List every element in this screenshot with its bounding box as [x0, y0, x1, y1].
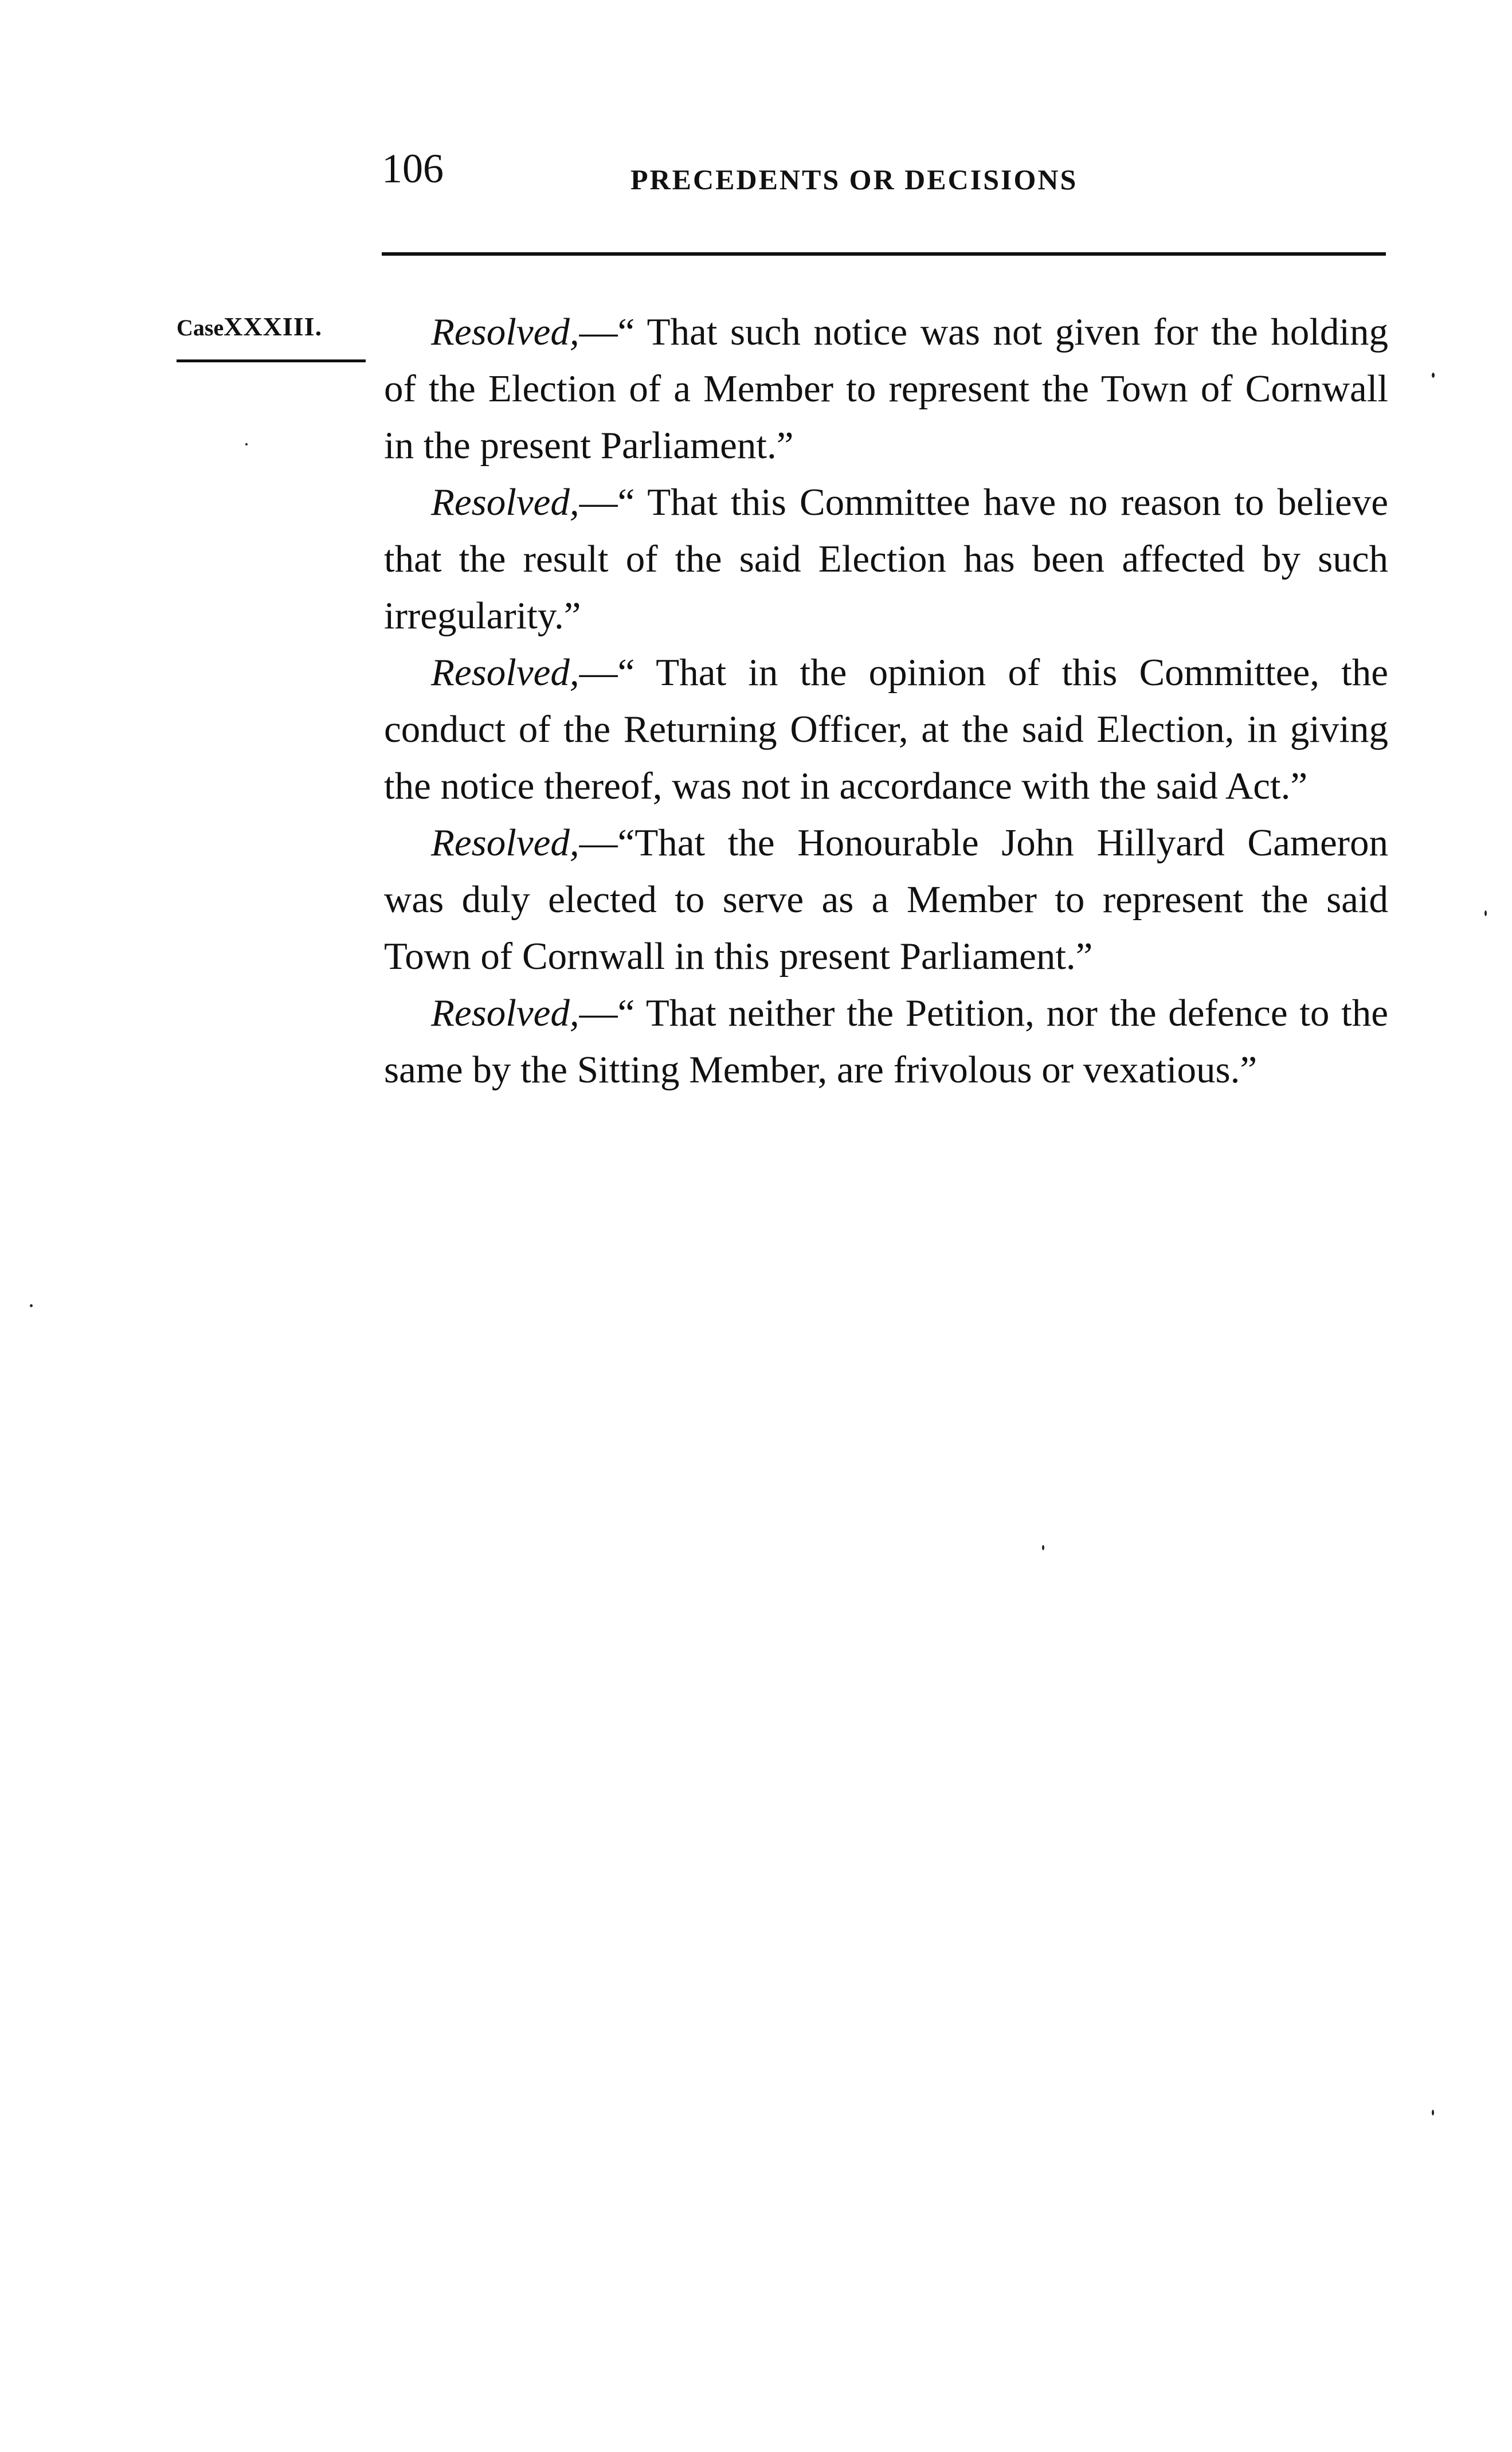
- resolution-paragraph: [384, 304, 1388, 474]
- case-rule: [177, 359, 366, 362]
- resolved-lead: Resolved,: [431, 651, 579, 694]
- resolution-text: —“ That such notice was not given for the holding of the Election of a Member to represent the Town of Cornwall in the present Parliament.”: [384, 311, 1388, 467]
- paper-speck: [1042, 1545, 1044, 1550]
- paper-speck: [1484, 910, 1487, 916]
- resolution-paragraph: [384, 815, 1388, 985]
- resolved-lead: Resolved,: [431, 992, 579, 1034]
- paper-speck: [1432, 373, 1435, 378]
- page-number: 106: [382, 146, 444, 191]
- paper-speck: [1432, 2110, 1434, 2115]
- running-head: PRECEDENTS OR DECISIONS: [630, 163, 1078, 195]
- paper-speck: [245, 443, 248, 445]
- case-prefix: Case: [177, 315, 224, 341]
- resolution-text: —“ That in the opinion of this Committee, the conduct of the Returning Officer, at the said Election, in giving the notice thereof, was not in accordance with the said Act.”: [384, 651, 1388, 807]
- resolution-text: —“That the Honourable John Hillyard Cameron was duly elected to serve as a Member to represent the said Town of Cornwall in this present Parliament.”: [384, 822, 1388, 977]
- resolution-paragraph: [384, 985, 1388, 1098]
- resolved-lead: Resolved,: [431, 822, 579, 864]
- resolution-text: —“ That neither the Petition, nor the defence to the same by the Sitting Member, are frivolous or vexatious.”: [384, 992, 1388, 1091]
- resolved-lead: Resolved,: [431, 481, 579, 523]
- case-number: XXXIII.: [224, 312, 323, 341]
- paper-speck: [30, 1304, 33, 1307]
- resolution-text: —“ That this Committee have no reason to believe that the result of the said Election has been affected by such irregularity.”: [384, 481, 1388, 637]
- resolved-lead: Resolved,: [431, 311, 579, 353]
- case-margin-note: [177, 314, 322, 340]
- header-rule: [382, 252, 1386, 256]
- resolution-paragraph: [384, 474, 1388, 644]
- resolution-paragraph: [384, 644, 1388, 815]
- body-text: [384, 304, 1388, 1098]
